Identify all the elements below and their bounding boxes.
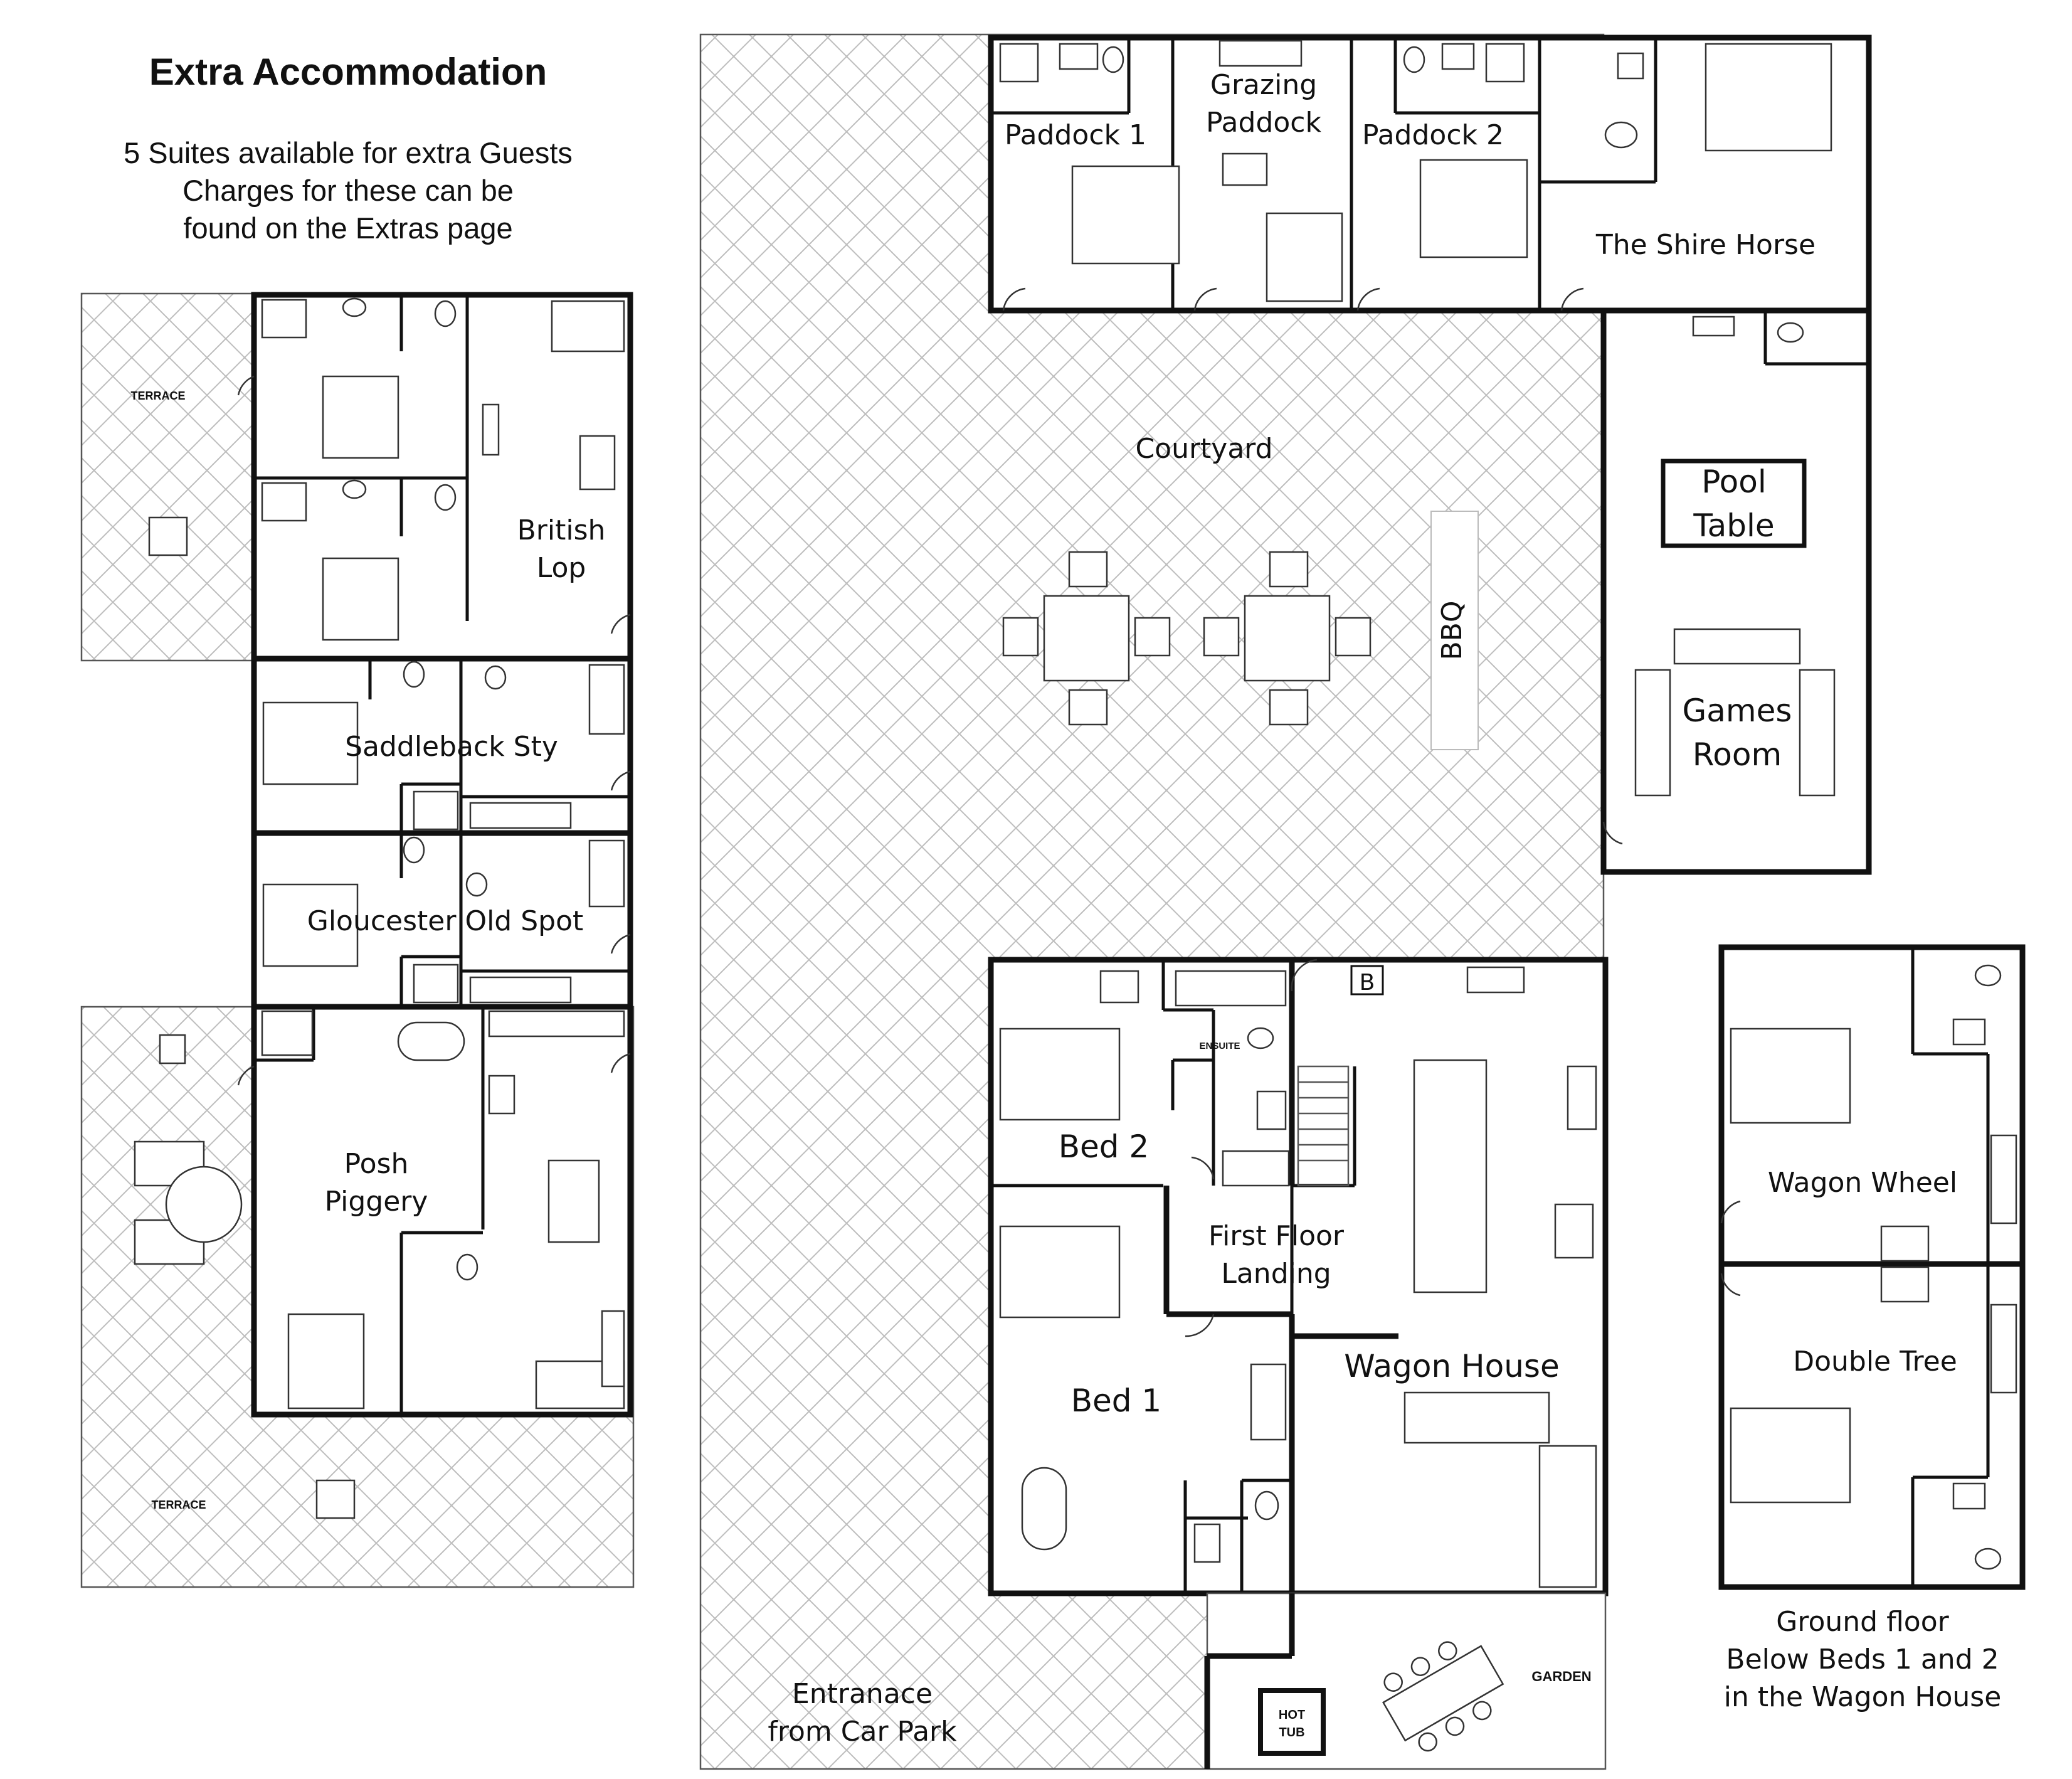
label-games-room-1: Games bbox=[1682, 693, 1792, 729]
label-boiler: B bbox=[1359, 970, 1375, 996]
label-bbq: BBQ bbox=[1436, 600, 1468, 661]
subtitle-line-2: Charges for these can be bbox=[182, 174, 514, 207]
label-british-lop-2: Lop bbox=[536, 552, 586, 584]
label-ensuite: ENSUITE bbox=[1199, 1041, 1240, 1051]
label-hot-tub-2: TUB bbox=[1279, 1726, 1305, 1739]
page-title: Extra Accommodation bbox=[149, 51, 547, 93]
label-shire-horse: The Shire Horse bbox=[1595, 229, 1816, 261]
label-wagon-wheel: Wagon Wheel bbox=[1767, 1167, 1958, 1199]
label-grazing-paddock-2: Paddock bbox=[1206, 107, 1321, 139]
label-first-floor-landing-1: First Floor bbox=[1208, 1220, 1345, 1252]
label-pool-table-2: Table bbox=[1693, 507, 1775, 544]
label-bed-1: Bed 1 bbox=[1070, 1383, 1162, 1419]
label-wagon-house: Wagon House bbox=[1344, 1348, 1560, 1384]
label-grazing-paddock-1: Grazing bbox=[1210, 69, 1318, 101]
label-double-tree: Double Tree bbox=[1793, 1346, 1957, 1378]
ground-floor-annex bbox=[1721, 947, 2022, 1713]
subtitle-line-3: found on the Extras page bbox=[183, 211, 513, 245]
label-paddock-1: Paddock 1 bbox=[1005, 119, 1146, 151]
label-first-floor-landing-2: Landing bbox=[1221, 1258, 1331, 1290]
label-garden: GARDEN bbox=[1531, 1669, 1592, 1684]
label-terrace-bottom: TERRACE bbox=[151, 1499, 206, 1511]
label-entrance-1: Entranace bbox=[791, 1678, 933, 1710]
note-ground-floor-2: Below Beds 1 and 2 bbox=[1726, 1644, 1999, 1675]
note-ground-floor-1: Ground floor bbox=[1776, 1606, 1949, 1638]
label-games-room-2: Room bbox=[1692, 736, 1782, 773]
label-posh-piggery-2: Piggery bbox=[324, 1186, 428, 1218]
left-building bbox=[82, 294, 633, 1587]
note-ground-floor-3: in the Wagon House bbox=[1723, 1681, 2002, 1713]
main-complex bbox=[700, 35, 1869, 1769]
label-entrance-2: from Car Park bbox=[768, 1716, 957, 1748]
label-gloucester-old-spot: Gloucester Old Spot bbox=[307, 905, 584, 937]
hot-tub bbox=[1261, 1691, 1323, 1753]
subtitle-line-1: 5 Suites available for extra Guests bbox=[124, 136, 573, 169]
terrace-top-area bbox=[82, 294, 254, 661]
label-pool-table-1: Pool bbox=[1701, 464, 1767, 500]
label-saddleback-sty: Saddleback Sty bbox=[345, 731, 558, 763]
label-posh-piggery-1: Posh bbox=[344, 1148, 409, 1180]
label-british-lop-1: British bbox=[517, 514, 606, 546]
label-courtyard: Courtyard bbox=[1135, 433, 1273, 465]
label-terrace-top: TERRACE bbox=[130, 390, 186, 402]
label-bed-2: Bed 2 bbox=[1058, 1128, 1150, 1165]
label-paddock-2: Paddock 2 bbox=[1362, 119, 1504, 151]
label-hot-tub-1: HOT bbox=[1278, 1708, 1306, 1722]
